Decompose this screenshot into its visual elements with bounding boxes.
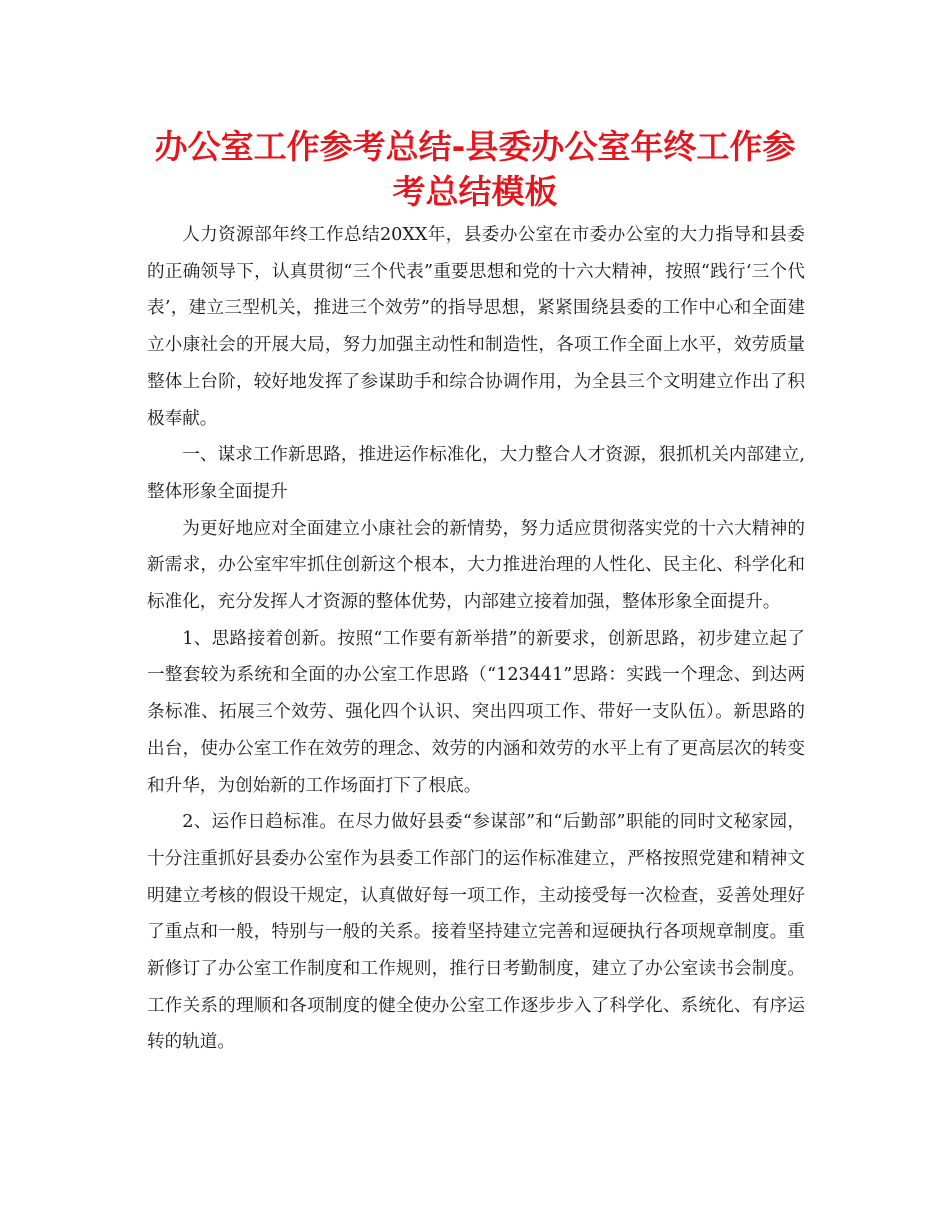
section-heading-one: 一、谋求工作新思路，推进运作标准化，大力整合人才资源，狠抓机关内部建立,整体形象全面提升 [147,445,805,502]
intro-paragraph: 人力资源部年终工作总结20XX年，县委办公室在市委办公室的大力指导和县委的正确领导下，认真贯彻“三个代表”重要思想和党的十六大精神，按照“践行‘三个代表’，建立三型机关，推进三个效劳”的指导思想，紧紧围绕县委的工作中心和全面建立小康社会的开展大局，努力加强主动性和制造性，各项工作全面上水平，效劳质量整体上台阶，较好地发挥了参谋助手和综合协调作用，为全县三个文明建立作出了积极奉献。 [147,225,805,429]
item-two-paragraph: 2、运作日趋标准。在尽力做好县委“参谋部”和“后勤部”职能的同时文秘家园，十分注重抓好县委办公室作为县委工作部门的运作标准建立，严格按照党建和精神文明建立考核的假设干规定，认真做好每一项工作，主动接受每一次检查，妥善处理好了重点和一般，特别与一般的关系。接着坚持建立完善和逗硬执行各项规章制度。重新修订了办公室工作制度和工作规则，推行日考勤制度，建立了办公室读书会制度。工作关系的理顺和各项制度的健全使办公室工作逐步步入了科学化、系统化、有序运转的轨道。 [147,812,805,1053]
item-one-paragraph: 1、思路接着创新。按照“工作要有新举措”的新要求，创新思路，初步建立起了一整套较为系统和全面的办公室工作思路（“123441”思路：实践一个理念、到达两条标准、拓展三个效劳、强化四个认识、突出四项工作、带好一支队伍）。新思路的出台，使办公室工作在效劳的理念、效劳的内涵和效劳的水平上有了更高层次的转变和升华，为创始新的工作场面打下了根底。 [147,628,805,796]
section-one-paragraph: 为更好地应对全面建立小康社会的新情势，努力适应贯彻落实党的十六大精神的新需求，办公室牢牢抓住创新这个根本，大力推进治理的人性化、民主化、科学化和标准化，充分发挥人才资源的整体优势，内部建立接着加强，整体形象全面提升。 [147,518,805,613]
document-title: 办公室工作参考总结-县委办公室年终工作参考总结模板 [154,127,796,211]
document-body [147,217,805,1061]
